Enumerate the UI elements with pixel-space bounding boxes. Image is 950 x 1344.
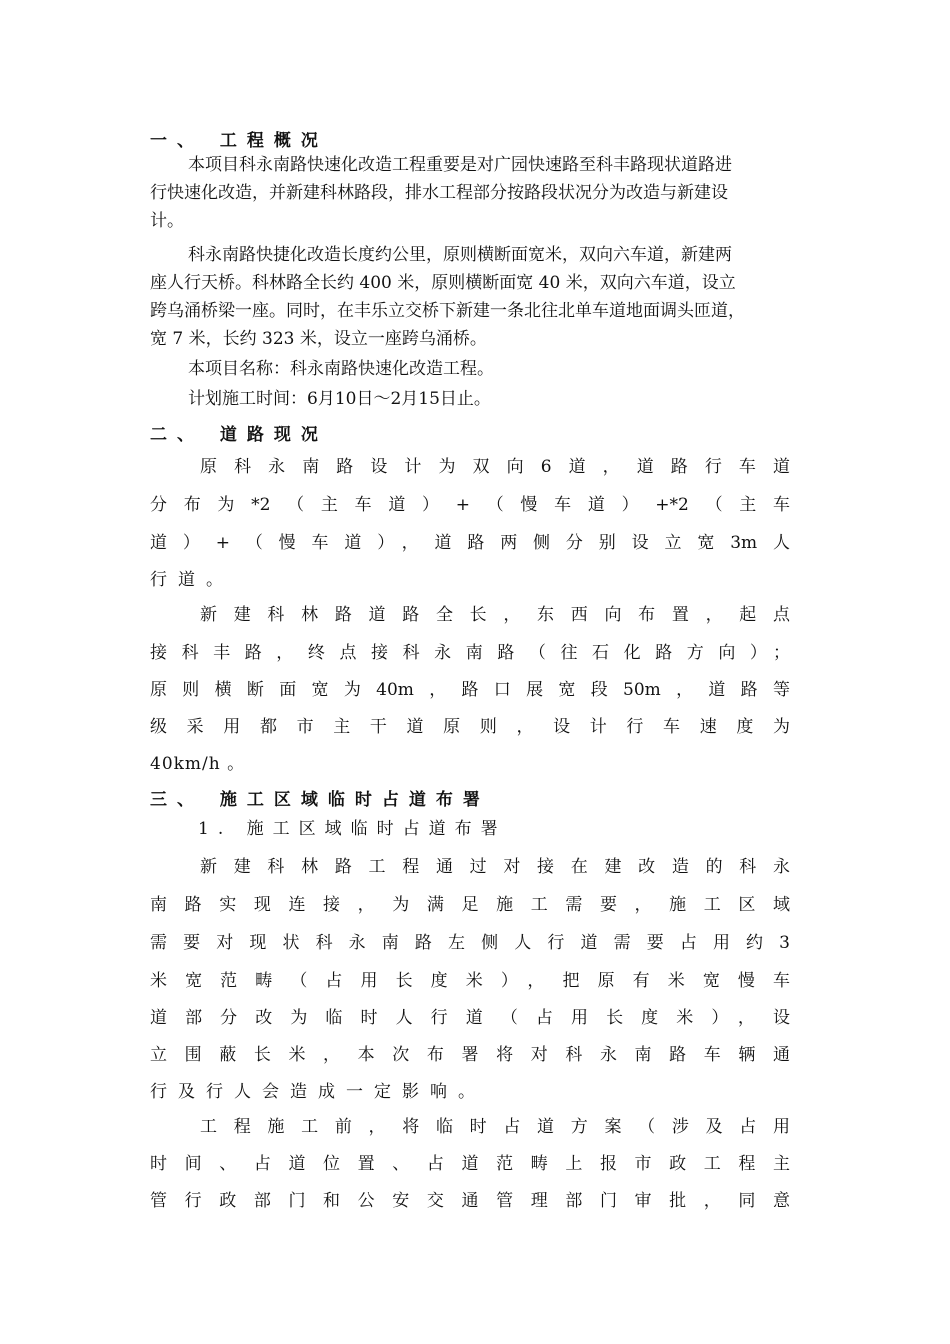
section-3-line: 道部分改为临时人行道（占用长度米），设 <box>150 1008 790 1028</box>
section-3-line: 时间、占道位置、占道范畴上报市政工程主 <box>150 1154 790 1174</box>
section-3-subheading: 1. 施工区域临时占道布署 <box>198 819 507 839</box>
section-2-line: 级采用都市主干道原则，设计行车速度为 <box>150 717 790 737</box>
section-1-line: 本项目名称：科永南路快速化改造工程。 <box>188 359 494 379</box>
section-1-line: 跨乌涌桥梁一座。同时，在丰乐立交桥下新建一条北往北单车道地面调头匝道， <box>150 301 745 321</box>
section-2-line: 40km/h 。 <box>150 754 246 774</box>
section-3-line: 新建科林路工程通过对接在建改造的科永 <box>200 857 790 877</box>
section-1-heading: 一、 工程概况 <box>150 131 328 151</box>
section-1-line: 行快速化改造，并新建科林路段，排水工程部分按路段状况分为改造与新建设 <box>150 183 728 203</box>
section-1-line: 计。 <box>150 211 184 231</box>
section-3-line: 需要对现状科永南路左侧人行道需要占用约3 <box>150 933 790 953</box>
section-2-line: 道）+（慢车道），道路两侧分别设立宽3m人 <box>150 533 790 553</box>
section-1-line: 计划施工时间：6月10日～2月15日止。 <box>188 389 491 409</box>
section-1-line: 宽 7 米，长约 323 米，设立一座跨乌涌桥。 <box>150 329 487 349</box>
section-1-line: 本项目科永南路快速化改造工程重要是对广园快速路至科丰路现状道路进 <box>188 155 732 175</box>
section-3-heading: 三、 施工区域临时占道布署 <box>150 790 490 810</box>
section-3-line: 立围蔽长米，本次布署将对科永南路车辆通 <box>150 1045 790 1065</box>
section-3-line: 管行政部门和公安交通管理部门审批，同意 <box>150 1191 790 1211</box>
section-2-line: 行道。 <box>150 570 234 590</box>
section-2-line: 原则横断面宽为40m，路口展宽段50m，道路等 <box>150 680 790 700</box>
section-1-line: 科永南路快捷化改造长度约公里，原则横断面宽米，双向六车道，新建两 <box>188 245 732 265</box>
section-3-line: 行及行人会造成一定影响。 <box>150 1082 486 1102</box>
section-2-line: 原科永南路设计为双向6道，道路行车道 <box>200 457 790 477</box>
section-1-line: 座人行天桥。科林路全长约 400 米，原则横断面宽 40 米，双向六车道，设立 <box>150 273 736 293</box>
section-2-line: 新建科林路道路全长，东西向布置，起点 <box>200 605 790 625</box>
section-3-line: 工程施工前，将临时占道方案（涉及占用 <box>200 1117 790 1137</box>
section-3-line: 米宽范畴（占用长度米），把原有米宽慢车 <box>150 971 790 991</box>
section-2-line: 接科丰路，终点接科永南路（往石化路方向）； <box>150 643 790 663</box>
section-2-line: 分布为*2（主车道）+（慢车道）+*2（主车 <box>150 495 790 515</box>
section-2-heading: 二、 道路现况 <box>150 425 328 445</box>
section-3-line: 南路实现连接，为满足施工需要，施工区域 <box>150 895 790 915</box>
